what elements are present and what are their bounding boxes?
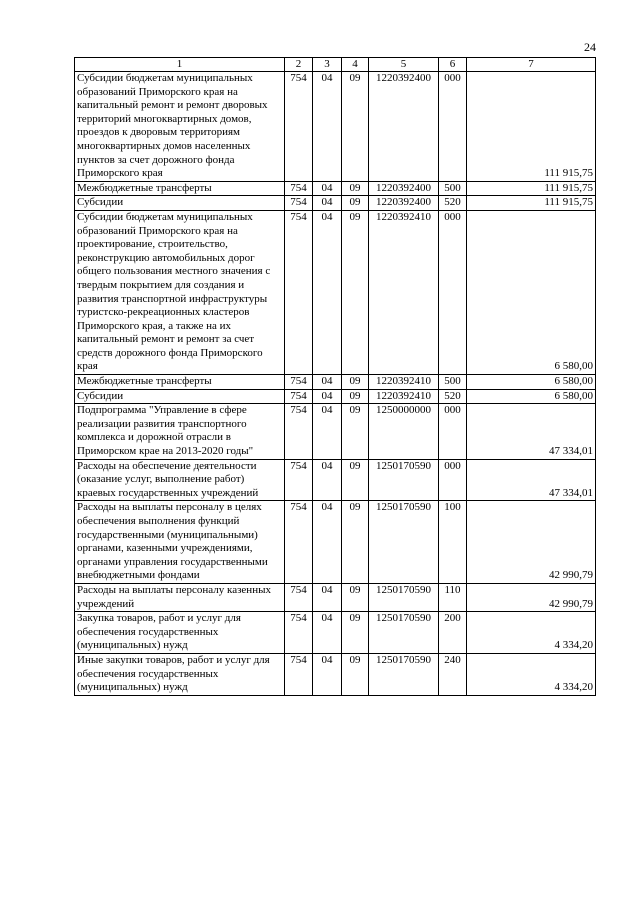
row-col-2: 754 bbox=[285, 653, 313, 695]
table-row bbox=[75, 375, 596, 390]
row-amount: 4 334,20 bbox=[467, 653, 596, 695]
row-amount: 111 915,75 bbox=[467, 72, 596, 182]
row-amount: 6 580,00 bbox=[467, 389, 596, 404]
table-row bbox=[75, 210, 596, 374]
row-col-6: 520 bbox=[439, 389, 467, 404]
row-col-4: 09 bbox=[342, 196, 369, 211]
table-row bbox=[75, 404, 596, 459]
row-col-6: 000 bbox=[439, 72, 467, 182]
row-name: Подпрограмма "Управление в сфере реализации развития транспортного комплекса и дорожной отрасли в Приморском крае на 2013-2020 годы" bbox=[75, 404, 285, 459]
table-row bbox=[75, 612, 596, 654]
row-col-5: 1250170590 bbox=[369, 459, 439, 501]
row-col-2: 754 bbox=[285, 181, 313, 196]
row-name: Субсидии бюджетам муниципальных образований Приморского края на проектирование, строительство, реконструкцию автомобильных дорог общего пользования местного значения с твердым покрытием для создания и развития транспортной инфраструктуры туристско-рекреационных кластеров Приморского края, а также на их капитальный ремонт и ремонт за счет средств дорожного фонда Приморского края bbox=[75, 210, 285, 374]
row-col-5: 1220392410 bbox=[369, 210, 439, 374]
row-col-4: 09 bbox=[342, 612, 369, 654]
row-col-4: 09 bbox=[342, 459, 369, 501]
row-col-5: 1250000000 bbox=[369, 404, 439, 459]
row-name: Расходы на обеспечение деятельности (оказание услуг, выполнение работ) краевых государственных учреждений bbox=[75, 459, 285, 501]
header-col-1: 1 bbox=[75, 58, 285, 72]
row-col-6: 240 bbox=[439, 653, 467, 695]
row-col-2: 754 bbox=[285, 389, 313, 404]
row-col-5: 1250170590 bbox=[369, 612, 439, 654]
row-col-6: 100 bbox=[439, 501, 467, 584]
row-col-4: 09 bbox=[342, 653, 369, 695]
row-col-4: 09 bbox=[342, 389, 369, 404]
row-col-6: 000 bbox=[439, 459, 467, 501]
row-col-6: 000 bbox=[439, 404, 467, 459]
row-col-6: 110 bbox=[439, 583, 467, 611]
row-amount: 111 915,75 bbox=[467, 181, 596, 196]
row-name: Расходы на выплаты персоналу в целях обеспечения выполнения функций государственными (муниципальными) органами, казенными учреждениями, органами управления государственными внебюджетными фондами bbox=[75, 501, 285, 584]
header-col-4: 4 bbox=[342, 58, 369, 72]
row-col-4: 09 bbox=[342, 375, 369, 390]
row-col-3: 04 bbox=[313, 459, 342, 501]
table-body bbox=[75, 72, 596, 696]
row-col-6: 200 bbox=[439, 612, 467, 654]
row-col-5: 1250170590 bbox=[369, 653, 439, 695]
row-col-3: 04 bbox=[313, 196, 342, 211]
row-name: Межбюджетные трансферты bbox=[75, 181, 285, 196]
header-row bbox=[75, 58, 596, 72]
row-amount: 47 334,01 bbox=[467, 459, 596, 501]
row-col-4: 09 bbox=[342, 72, 369, 182]
table-row bbox=[75, 459, 596, 501]
row-amount: 4 334,20 bbox=[467, 612, 596, 654]
header-col-6: 6 bbox=[439, 58, 467, 72]
row-amount: 6 580,00 bbox=[467, 210, 596, 374]
row-col-2: 754 bbox=[285, 404, 313, 459]
row-col-6: 000 bbox=[439, 210, 467, 374]
row-col-2: 754 bbox=[285, 501, 313, 584]
row-col-2: 754 bbox=[285, 72, 313, 182]
header-col-7: 7 bbox=[467, 58, 596, 72]
row-col-3: 04 bbox=[313, 404, 342, 459]
row-col-3: 04 bbox=[313, 389, 342, 404]
row-col-3: 04 bbox=[313, 375, 342, 390]
row-col-5: 1220392410 bbox=[369, 389, 439, 404]
row-name: Расходы на выплаты персоналу казенных учреждений bbox=[75, 583, 285, 611]
row-col-5: 1220392400 bbox=[369, 181, 439, 196]
row-amount: 42 990,79 bbox=[467, 501, 596, 584]
budget-table bbox=[74, 57, 596, 696]
page-number: 24 bbox=[584, 40, 596, 54]
row-col-5: 1250170590 bbox=[369, 501, 439, 584]
table-row bbox=[75, 196, 596, 211]
row-col-3: 04 bbox=[313, 501, 342, 584]
row-amount: 111 915,75 bbox=[467, 196, 596, 211]
row-col-6: 500 bbox=[439, 375, 467, 390]
row-col-4: 09 bbox=[342, 181, 369, 196]
row-col-2: 754 bbox=[285, 612, 313, 654]
row-name: Субсидии бюджетам муниципальных образований Приморского края на капитальный ремонт и ремонт дворовых территорий многоквартирных домов, проездов к дворовым территориям многоквартирных домов населенных пунктов за счет дорожного фонда Приморского края bbox=[75, 72, 285, 182]
table-row bbox=[75, 72, 596, 182]
row-amount: 47 334,01 bbox=[467, 404, 596, 459]
row-col-2: 754 bbox=[285, 459, 313, 501]
header-col-2: 2 bbox=[285, 58, 313, 72]
row-col-4: 09 bbox=[342, 404, 369, 459]
row-col-5: 1220392400 bbox=[369, 196, 439, 211]
row-col-4: 09 bbox=[342, 210, 369, 374]
row-col-2: 754 bbox=[285, 210, 313, 374]
header-col-5: 5 bbox=[369, 58, 439, 72]
row-col-5: 1250170590 bbox=[369, 583, 439, 611]
row-col-4: 09 bbox=[342, 583, 369, 611]
table-row bbox=[75, 583, 596, 611]
row-col-3: 04 bbox=[313, 72, 342, 182]
row-name: Субсидии bbox=[75, 389, 285, 404]
row-col-3: 04 bbox=[313, 612, 342, 654]
header-col-3: 3 bbox=[313, 58, 342, 72]
row-col-5: 1220392400 bbox=[369, 72, 439, 182]
table-header bbox=[75, 58, 596, 72]
row-name: Субсидии bbox=[75, 196, 285, 211]
row-amount: 6 580,00 bbox=[467, 375, 596, 390]
row-name: Межбюджетные трансферты bbox=[75, 375, 285, 390]
row-col-6: 520 bbox=[439, 196, 467, 211]
row-col-2: 754 bbox=[285, 375, 313, 390]
table-row bbox=[75, 653, 596, 695]
row-col-3: 04 bbox=[313, 653, 342, 695]
row-name: Иные закупки товаров, работ и услуг для обеспечения государственных (муниципальных) нужд bbox=[75, 653, 285, 695]
row-col-2: 754 bbox=[285, 196, 313, 211]
row-col-5: 1220392410 bbox=[369, 375, 439, 390]
row-col-2: 754 bbox=[285, 583, 313, 611]
row-name: Закупка товаров, работ и услуг для обеспечения государственных (муниципальных) нужд bbox=[75, 612, 285, 654]
row-col-4: 09 bbox=[342, 501, 369, 584]
table-row bbox=[75, 501, 596, 584]
row-amount: 42 990,79 bbox=[467, 583, 596, 611]
row-col-3: 04 bbox=[313, 583, 342, 611]
table-row bbox=[75, 181, 596, 196]
table-row bbox=[75, 389, 596, 404]
row-col-3: 04 bbox=[313, 210, 342, 374]
row-col-3: 04 bbox=[313, 181, 342, 196]
row-col-6: 500 bbox=[439, 181, 467, 196]
